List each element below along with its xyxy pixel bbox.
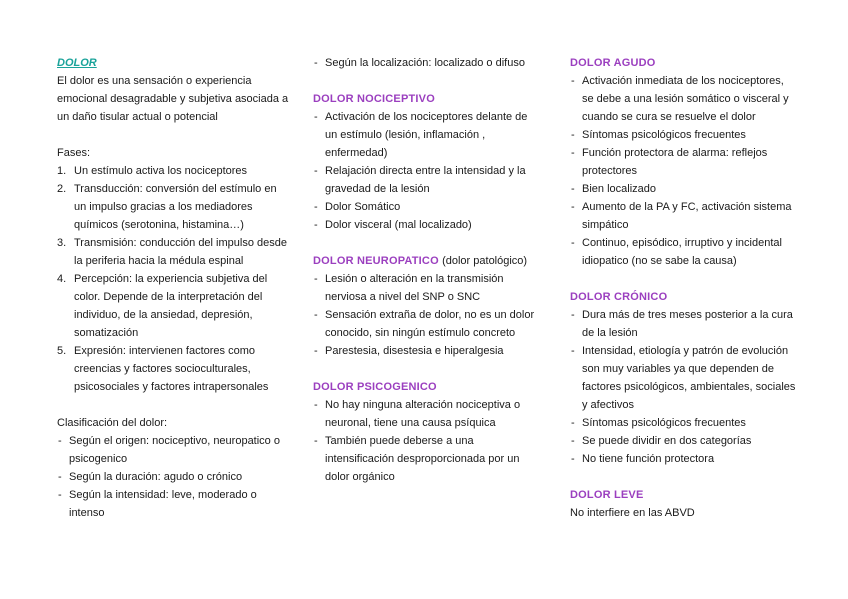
list-item: - Aumento de la PA y FC, activación sistema simpático: [570, 198, 796, 234]
list-item: 2. Transducción: conversión del estímulo en un impulso gracias a los mediadores químicos (serotonina, histamina…): [57, 183, 277, 231]
list-item: - Activación de los nociceptores delante de un estímulo (lesión, inflamación , enfermedad): [313, 108, 541, 162]
nociceptivo-list: [313, 108, 541, 234]
list-item: - No hay ninguna alteración nociceptiva o neuronal, tiene una causa psíquica: [313, 396, 541, 432]
heading-cronico: DOLOR CRÓNICO: [570, 291, 668, 303]
classification-list-continued: [313, 54, 541, 72]
list-item: 1. Un estímulo activa los nociceptores: [57, 165, 248, 177]
list-item: - Dolor visceral (mal localizado): [313, 216, 541, 234]
psicogenico-list: [313, 396, 541, 486]
list-item: - Síntomas psicológicos frecuentes: [570, 126, 796, 144]
list-item: - Parestesia, disestesia e hiperalgesia: [313, 342, 541, 360]
column-left: [57, 54, 289, 522]
heading-psicogenico: DOLOR PSICOGENICO: [313, 381, 437, 393]
phases-label: Fases:: [57, 147, 91, 159]
heading-nociceptivo: DOLOR NOCICEPTIVO: [313, 93, 435, 105]
list-item: 4. Percepción: la experiencia subjetiva del color. Depende de la interpretación del individuo, de la ansiedad, depresión, somatización: [57, 273, 268, 339]
heading-note: (dolor patológico): [442, 255, 528, 267]
list-item: - Sensación extraña de dolor, no es un dolor conocido, sin ningún estímulo concreto: [313, 306, 541, 342]
list-item: - También puede deberse a una intensificación desproporcionada por un dolor orgánico: [313, 432, 541, 486]
leve-text: No interfiere en las ABVD: [570, 507, 695, 519]
column-middle: [313, 54, 541, 486]
heading-agudo: DOLOR AGUDO: [570, 57, 656, 69]
agudo-list: [570, 72, 796, 270]
intro-paragraph: El dolor es una sensación o experiencia emocional desagradable y subjetiva asociada a un daño tisular actual o potencial: [57, 75, 289, 123]
list-item: 5. Expresión: intervienen factores como creencias y factores socioculturales, psicosociales y factores intrapersonales: [57, 345, 269, 393]
list-item: - Función protectora de alarma: reflejos protectores: [570, 144, 796, 180]
classification-list: [57, 432, 289, 522]
column-right: [570, 54, 796, 522]
neuropatico-list: [313, 270, 541, 360]
heading-neuropatico: DOLOR NEUROPATICO (dolor patológico): [313, 255, 528, 267]
list-item: 3. Transmisión: conducción del impulso desde la periferia hacia la médula espinal: [57, 237, 287, 267]
list-item: - Intensidad, etiología y patrón de evolución son muy variables ya que dependen de factores psicológicos, ambientales, sociales y afectivos: [570, 342, 796, 414]
list-item: - Según la localización: localizado o difuso: [313, 54, 541, 72]
list-item: - Según la intensidad: leve, moderado o intenso: [57, 486, 289, 522]
list-item: - Síntomas psicológicos frecuentes: [570, 414, 796, 432]
page-title: DOLOR: [57, 57, 97, 69]
cronico-list: [570, 306, 796, 468]
list-item: - Relajación directa entre la intensidad y la gravedad de la lesión: [313, 162, 541, 198]
classification-label: Clasificación del dolor:: [57, 417, 168, 429]
list-item: - No tiene función protectora: [570, 450, 796, 468]
list-item: - Dura más de tres meses posterior a la cura de la lesión: [570, 306, 796, 342]
phases-list: [57, 162, 289, 396]
list-item: - Lesión o alteración en la transmisión nerviosa a nivel del SNP o SNC: [313, 270, 541, 306]
list-item: - Bien localizado: [570, 180, 796, 198]
list-item: - Según la duración: agudo o crónico: [57, 468, 289, 486]
list-item: - Activación inmediata de los nociceptores, se debe a una lesión somático o visceral y cuando se cura se resuelve el dolor: [570, 72, 796, 126]
list-item: - Según el origen: nociceptivo, neuropatico o psicogenico: [57, 432, 289, 468]
heading-leve: DOLOR LEVE: [570, 489, 644, 501]
list-item: - Se puede dividir en dos categorías: [570, 432, 796, 450]
list-item: - Dolor Somático: [313, 198, 541, 216]
list-item: - Continuo, episódico, irruptivo y incidental idiopatico (no se sabe la causa): [570, 234, 796, 270]
